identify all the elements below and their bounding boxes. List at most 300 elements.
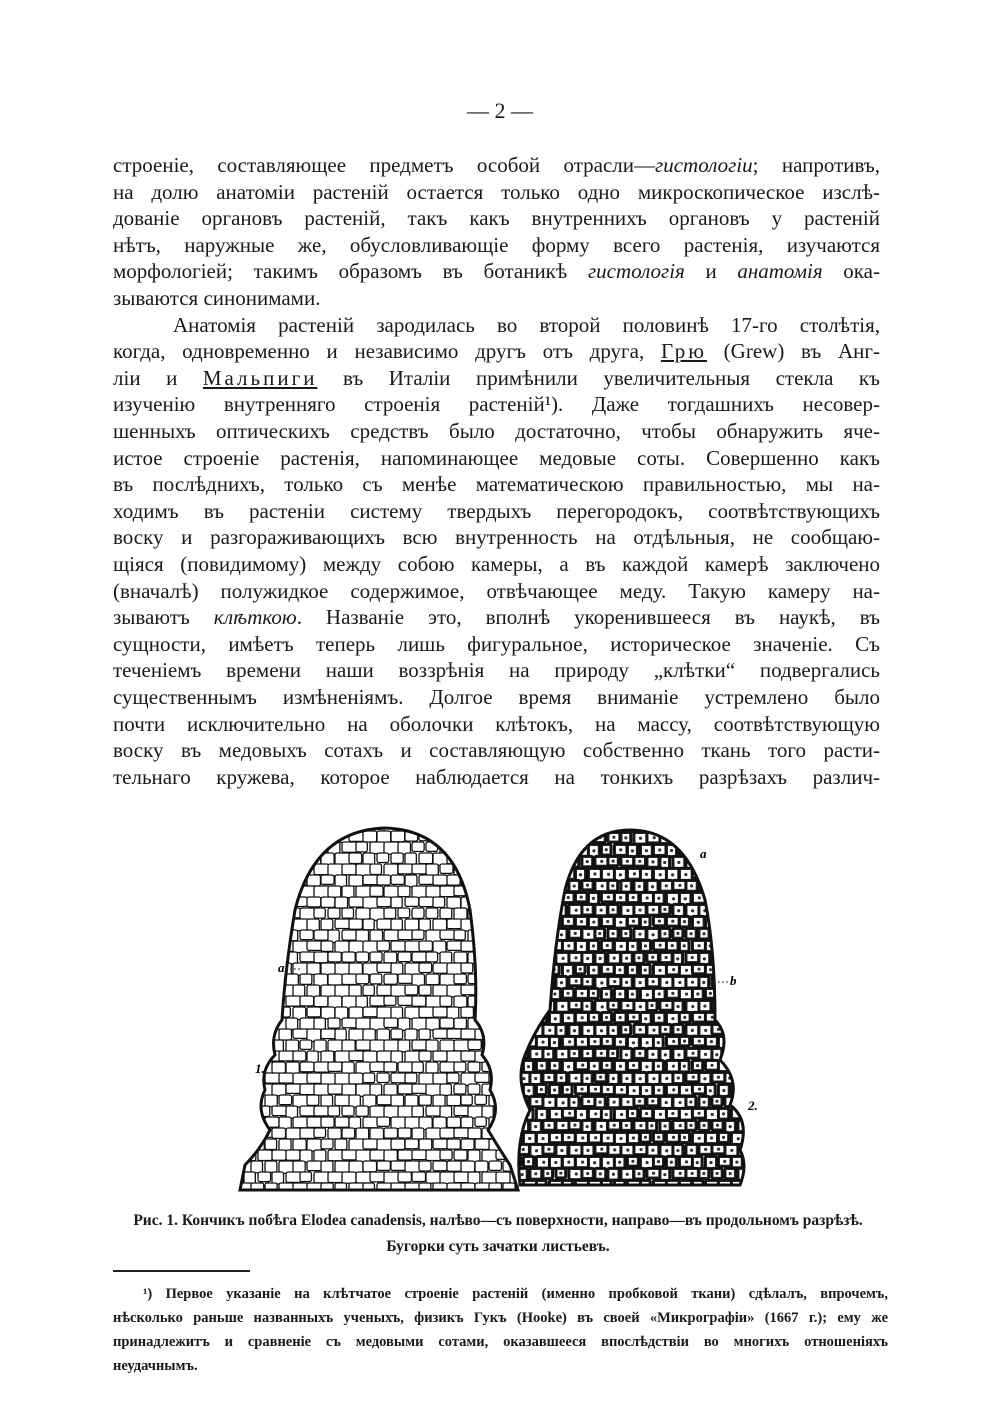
cell-nucleus — [553, 1088, 556, 1091]
cell-nucleus — [507, 1197, 510, 1200]
cell-lumen — [525, 870, 532, 878]
cell-lumen — [727, 1194, 737, 1200]
cell — [398, 996, 414, 1005]
cell-lumen — [532, 882, 541, 892]
cell — [286, 974, 298, 985]
cell-nucleus — [711, 1016, 714, 1019]
cell — [496, 1172, 510, 1183]
cell — [461, 985, 476, 995]
cell — [426, 1040, 438, 1051]
cell — [489, 1007, 503, 1019]
cell — [454, 1084, 466, 1094]
cell-lumen — [746, 822, 755, 829]
cell — [251, 941, 262, 952]
cell-nucleus — [657, 897, 660, 900]
cell-nucleus — [566, 992, 569, 995]
cell — [335, 941, 349, 953]
cell — [279, 1007, 290, 1017]
cell — [666, 820, 677, 832]
cell — [230, 1040, 247, 1051]
cell — [461, 1007, 473, 1018]
cell — [342, 1084, 356, 1095]
cell-lumen — [746, 1158, 754, 1167]
cell — [223, 897, 239, 907]
cell — [398, 908, 410, 918]
cell — [510, 952, 525, 962]
cell-nucleus — [567, 824, 570, 827]
cell — [356, 1062, 371, 1074]
cell — [412, 930, 424, 939]
text-run: щіяся (повидимому) между собою камеры, а въ каждой камерѣ заключено — [113, 552, 880, 576]
cell-nucleus — [626, 1173, 629, 1176]
cell — [440, 1018, 454, 1028]
cell-nucleus — [529, 969, 532, 972]
cell — [475, 853, 490, 864]
cell — [244, 1106, 259, 1118]
cell — [517, 928, 528, 939]
cell-nucleus — [663, 908, 666, 911]
cell — [377, 1095, 392, 1105]
cell — [419, 1139, 432, 1150]
cell-nucleus — [704, 885, 707, 888]
cell — [272, 842, 286, 853]
cell-nucleus — [599, 1172, 602, 1175]
cell-nucleus — [587, 1100, 590, 1103]
cell-nucleus — [657, 1041, 660, 1044]
cell-nucleus — [507, 860, 510, 863]
cell — [738, 976, 750, 987]
cell — [251, 875, 264, 886]
cell — [601, 1180, 611, 1193]
cell-nucleus — [672, 1040, 675, 1043]
cell — [265, 897, 278, 910]
body-text-line — [113, 604, 880, 630]
cell — [265, 1161, 277, 1172]
cell — [510, 1194, 523, 1200]
cell-lumen — [525, 918, 533, 928]
right-shoot-section-cells — [504, 820, 760, 1200]
cell-lumen — [506, 882, 517, 891]
cell — [384, 1194, 400, 1200]
cell — [363, 985, 374, 995]
cell-nucleus — [743, 1077, 746, 1080]
cell-lumen — [649, 1194, 660, 1200]
cell — [468, 1172, 480, 1184]
cell-nucleus — [553, 992, 556, 995]
cell — [370, 952, 382, 962]
cell-lumen — [610, 1194, 617, 1200]
cell — [536, 820, 549, 832]
cell — [279, 1095, 292, 1105]
cell — [510, 988, 522, 999]
cell — [342, 1018, 357, 1028]
cell-nucleus — [598, 932, 601, 935]
cell — [489, 831, 503, 840]
cell — [237, 853, 249, 862]
cell-nucleus — [575, 1004, 578, 1007]
cell-nucleus — [541, 848, 544, 851]
cell — [530, 1000, 545, 1013]
cell-nucleus — [520, 932, 523, 935]
cell-nucleus — [527, 992, 530, 995]
cell-lumen — [675, 1194, 687, 1200]
cell-nucleus — [575, 980, 578, 983]
cell — [433, 875, 447, 885]
cell — [412, 1150, 426, 1160]
cell — [588, 820, 602, 830]
cell — [461, 853, 473, 865]
cell — [293, 1161, 305, 1172]
body-text-line — [113, 391, 880, 417]
cell — [230, 820, 244, 831]
cell — [510, 940, 525, 953]
cell — [426, 1150, 441, 1160]
cell-nucleus — [709, 968, 712, 971]
cell — [307, 1095, 319, 1105]
cell-nucleus — [665, 1149, 668, 1152]
cell — [314, 1018, 325, 1029]
cell — [398, 1194, 412, 1200]
cell-lumen — [681, 822, 692, 829]
cell — [536, 940, 549, 951]
cell — [377, 1161, 390, 1170]
cell — [475, 1073, 490, 1082]
cell — [412, 1128, 424, 1139]
cell — [454, 996, 467, 1007]
cell — [405, 1007, 420, 1019]
cell-nucleus — [683, 1065, 686, 1068]
cell-lumen — [733, 918, 744, 928]
cell-nucleus — [728, 861, 731, 864]
cell-nucleus — [684, 873, 687, 876]
cell — [223, 1139, 235, 1152]
cell — [258, 842, 269, 853]
cell — [272, 1128, 286, 1138]
cell-nucleus — [631, 896, 634, 899]
cell — [517, 1192, 531, 1200]
cell-nucleus — [535, 1005, 538, 1008]
cell-nucleus — [737, 1137, 740, 1140]
cell — [223, 1161, 237, 1170]
cell — [307, 1117, 322, 1127]
cell-lumen — [688, 1194, 699, 1200]
cell — [523, 844, 537, 857]
cell — [286, 1150, 300, 1160]
text-run: изученію внутренняго строенія растеній¹). Даже тогдашнихъ несовер- — [113, 392, 880, 417]
cell — [237, 1029, 251, 1041]
cell — [244, 1172, 255, 1184]
cell-nucleus — [709, 992, 712, 995]
cell-lumen — [525, 846, 535, 855]
cell — [601, 820, 614, 831]
text-run: въ Италіи примѣнили увеличительныя стекла къ — [317, 365, 880, 390]
cell — [265, 985, 281, 997]
cell — [482, 930, 493, 939]
cell-nucleus — [679, 1124, 682, 1127]
cell-nucleus — [573, 1124, 576, 1127]
cell-lumen — [623, 1194, 629, 1200]
cell — [412, 996, 426, 1006]
cell — [258, 930, 272, 941]
cell-lumen — [545, 930, 555, 938]
cell-lumen — [525, 822, 532, 829]
cell-nucleus — [717, 1004, 720, 1007]
cell-nucleus — [541, 872, 544, 875]
cell-nucleus — [631, 1160, 634, 1163]
cell-nucleus — [535, 860, 538, 863]
cell-nucleus — [650, 1004, 653, 1007]
text-run: ходимъ въ растеніи систему твердыхъ перегородокъ, соотвѣтствующихъ — [113, 498, 880, 523]
cell-nucleus — [592, 944, 595, 947]
cell-nucleus — [586, 1172, 589, 1175]
cell — [523, 964, 537, 977]
cell — [440, 820, 455, 830]
cell — [510, 892, 522, 902]
cell — [286, 1128, 301, 1139]
cell-lumen — [733, 1014, 742, 1023]
cell-nucleus — [685, 848, 688, 851]
cell — [335, 1117, 349, 1127]
cell — [454, 1062, 466, 1072]
cell — [258, 1172, 271, 1182]
cell — [510, 916, 521, 927]
cell-nucleus — [611, 884, 614, 887]
cell — [496, 1128, 512, 1141]
cell — [300, 1040, 312, 1049]
cell — [398, 952, 411, 962]
cell — [419, 1029, 430, 1039]
cell — [237, 919, 252, 930]
cell — [489, 1161, 501, 1170]
body-text-line — [113, 737, 880, 763]
cell — [321, 919, 333, 930]
cell — [377, 1007, 392, 1019]
cell-nucleus — [626, 909, 629, 912]
cell-nucleus — [722, 1136, 725, 1139]
cell-nucleus — [715, 1053, 718, 1056]
cell-lumen — [525, 942, 533, 951]
cell-nucleus — [702, 1124, 705, 1127]
cell — [503, 875, 516, 887]
cell-nucleus — [664, 1053, 667, 1056]
body-text-line — [113, 232, 880, 258]
cell-nucleus — [742, 980, 745, 983]
cell — [314, 864, 329, 875]
cell — [223, 1029, 237, 1041]
cell — [489, 1029, 504, 1041]
cell — [523, 820, 534, 831]
cell-nucleus — [651, 1053, 654, 1056]
cell — [293, 1117, 308, 1128]
cell — [279, 1029, 291, 1040]
cell-nucleus — [581, 1160, 584, 1163]
cell-nucleus — [749, 945, 752, 948]
cell — [738, 1192, 753, 1200]
cell — [223, 941, 236, 952]
cell — [433, 1007, 447, 1017]
cell-nucleus — [748, 896, 751, 899]
cell — [258, 974, 270, 986]
body-text-line — [113, 258, 880, 284]
italic-term: анатомія — [737, 259, 823, 284]
cell-nucleus — [535, 932, 538, 935]
label-left-a: a — [278, 960, 285, 975]
cell — [265, 1139, 277, 1149]
cell-nucleus — [716, 957, 719, 960]
cell-nucleus — [690, 884, 693, 887]
cell-nucleus — [509, 956, 512, 959]
cell-nucleus — [722, 1089, 725, 1092]
cell-nucleus — [677, 1053, 680, 1056]
cell — [335, 919, 350, 929]
cell — [286, 996, 301, 1006]
cell-nucleus — [632, 824, 635, 827]
cell-nucleus — [653, 836, 656, 839]
cell-nucleus — [671, 1112, 674, 1115]
cell-nucleus — [631, 945, 634, 948]
cell-nucleus — [672, 1088, 675, 1091]
cell-nucleus — [676, 932, 679, 935]
cell — [230, 886, 242, 896]
cell-nucleus — [749, 1184, 752, 1187]
cell-nucleus — [618, 968, 621, 971]
cell-nucleus — [520, 1173, 523, 1176]
cell-nucleus — [737, 873, 740, 876]
cell-nucleus — [626, 1148, 629, 1151]
cell — [549, 844, 561, 855]
cell — [475, 941, 491, 954]
body-text-line — [113, 498, 880, 524]
cell-nucleus — [691, 956, 694, 959]
cell — [230, 1084, 244, 1094]
cell — [272, 1150, 286, 1160]
cell — [307, 875, 320, 886]
cell-lumen — [720, 942, 729, 950]
cell-lumen — [727, 834, 735, 843]
cell — [468, 886, 481, 898]
cell — [265, 875, 281, 886]
body-text-line — [113, 445, 880, 471]
cell — [433, 1029, 448, 1038]
cell — [307, 1051, 318, 1063]
cell — [237, 1073, 252, 1085]
cell-nucleus — [639, 1028, 642, 1031]
cell-nucleus — [541, 1040, 544, 1043]
cell — [510, 1106, 526, 1116]
cell-nucleus — [612, 1004, 615, 1007]
cell-nucleus — [581, 1064, 584, 1067]
cell — [412, 864, 427, 874]
cell-nucleus — [696, 1064, 699, 1067]
cell-nucleus — [704, 1029, 707, 1032]
cell — [405, 941, 421, 951]
cell-nucleus — [715, 932, 718, 935]
cell-lumen — [727, 1002, 737, 1009]
cell — [718, 892, 729, 905]
cell-lumen — [525, 1014, 532, 1022]
cell — [679, 820, 694, 831]
cell — [510, 1108, 522, 1119]
cell-lumen — [506, 1146, 515, 1154]
cell-nucleus — [534, 885, 537, 888]
cell-lumen — [519, 882, 526, 890]
cell — [265, 1007, 280, 1017]
cell-lumen — [720, 966, 729, 975]
cell — [504, 1096, 518, 1109]
cell-nucleus — [594, 1136, 597, 1139]
cell-nucleus — [743, 1052, 746, 1055]
cell — [510, 1012, 524, 1022]
cell — [731, 940, 741, 953]
cell-lumen — [506, 858, 513, 864]
cell — [335, 1183, 346, 1194]
cell — [314, 952, 328, 963]
cell-nucleus — [670, 849, 673, 852]
cell — [412, 842, 424, 851]
cell-nucleus — [735, 1088, 738, 1091]
cell — [731, 892, 744, 906]
cell — [258, 864, 272, 877]
cell — [412, 1194, 424, 1200]
text-run: (Grew) въ Анг- — [706, 339, 880, 364]
cell-nucleus — [645, 1065, 648, 1068]
cell — [328, 1018, 340, 1028]
cell — [440, 930, 455, 939]
cell — [237, 1139, 251, 1150]
cell-nucleus — [645, 1112, 648, 1115]
cell-nucleus — [514, 920, 517, 923]
cell — [237, 831, 250, 843]
cell — [433, 963, 449, 973]
cell-lumen — [545, 882, 555, 889]
cell — [279, 985, 295, 997]
cell-nucleus — [691, 1172, 694, 1175]
cell — [447, 1117, 461, 1127]
text-run: существеннымъ измѣненіямъ. Долгое время вниманіе устремлено было — [113, 685, 880, 709]
cell — [738, 904, 750, 915]
body-text-line — [113, 179, 880, 205]
cell-lumen — [519, 930, 526, 937]
cell-nucleus — [670, 824, 673, 827]
cell — [461, 1139, 474, 1150]
cell — [608, 1192, 619, 1200]
cell-nucleus — [703, 957, 706, 960]
cell-nucleus — [637, 1172, 640, 1175]
cell-nucleus — [730, 1149, 733, 1152]
cell-nucleus — [540, 992, 543, 995]
cell-nucleus — [691, 909, 694, 912]
cell — [705, 820, 719, 831]
cell — [556, 832, 569, 843]
text-run: сущности, имѣетъ теперь лишь фигуральное, историческое значеніе. Съ — [113, 631, 880, 656]
cell-lumen — [720, 918, 727, 924]
cell-nucleus — [541, 1137, 544, 1140]
cell — [321, 1095, 333, 1106]
cell-nucleus — [514, 872, 517, 875]
cell-nucleus — [581, 1136, 584, 1139]
cell — [504, 880, 519, 893]
cell — [223, 1183, 238, 1194]
cell-nucleus — [548, 1101, 551, 1104]
cell — [634, 1192, 647, 1200]
cell-nucleus — [644, 824, 647, 827]
cell — [510, 820, 523, 832]
cell — [384, 952, 397, 963]
cell-nucleus — [547, 837, 550, 840]
cell-nucleus — [540, 1088, 543, 1091]
cell-nucleus — [540, 1064, 543, 1067]
cell — [258, 1018, 272, 1028]
